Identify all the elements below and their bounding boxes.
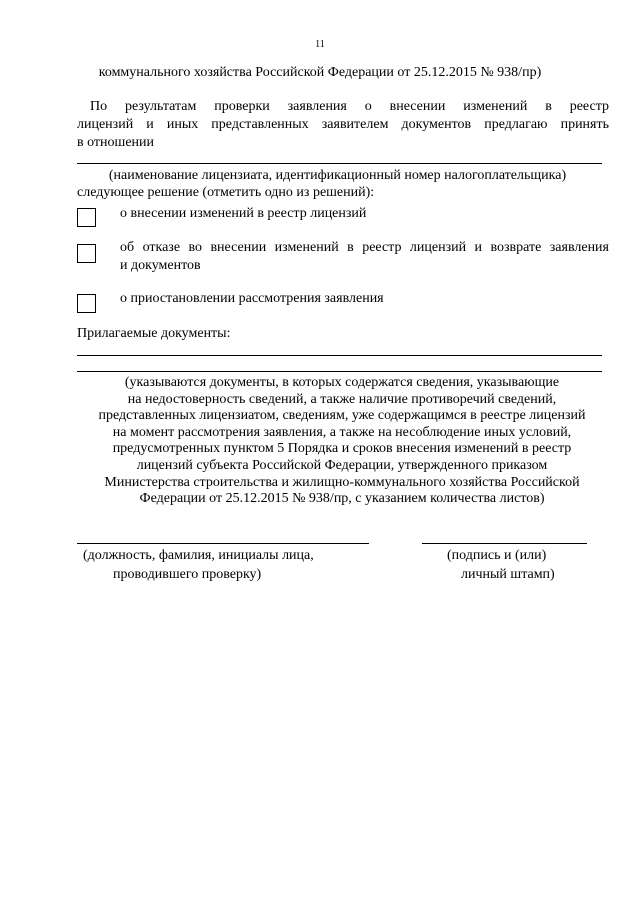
attached-caption-line-1: (указываются документы, в которых содержатся сведения, указывающие <box>124 375 560 390</box>
signature-caption-line-2: личный штамп) <box>461 567 555 582</box>
attached-caption-line-2: на недостоверность сведений, а также наличие противоречий сведений, <box>127 391 557 407</box>
official-caption-line-2: проводившего проверку) <box>113 567 262 582</box>
attached-caption <box>72 375 612 508</box>
attached-caption-line-6: лицензий субъекта Российской Федерации, утвержденного приказом <box>136 457 548 473</box>
intro-line-1: По результатам проверки заявления о внесении изменений в реестр <box>90 99 609 114</box>
attached-caption-line-8: Федерации от 25.12.2015 № 938/пр, с указанием количества листов) <box>139 491 545 507</box>
official-underline <box>77 543 369 544</box>
option-label-1: о внесении изменений в реестр лицензий <box>120 206 367 221</box>
page-number: 11 <box>315 39 325 50</box>
attached-caption-line-3: представленных лицензиатом, сведениям, уже содержащимся в реестре лицензий <box>98 408 586 424</box>
option-checkbox-1[interactable] <box>77 208 96 227</box>
option-checkbox-2[interactable] <box>77 244 96 263</box>
option-label-2-line-2: и документов <box>120 258 201 273</box>
licensee-underline <box>77 163 602 164</box>
official-caption-line-1: (должность, фамилия, инициалы лица, <box>83 548 314 563</box>
attached-underline-1 <box>77 355 602 356</box>
option-checkbox-3[interactable] <box>77 294 96 313</box>
attached-caption-line-5: предусмотренных пунктом 5 Порядка и сроков внесения изменений в реестр <box>112 441 572 457</box>
attached-caption-line-7: Министерства строительства и жилищно-коммунального хозяйства Российской <box>104 474 580 490</box>
decision-label: следующее решение (отметить одно из решений): <box>77 185 375 200</box>
attached-label: Прилагаемые документы: <box>77 326 231 341</box>
option-label-2-line-1: об отказе во внесении изменений в реестр лицензий и возврате заявления <box>120 240 609 255</box>
header-line: коммунального хозяйства Российской Федерации от 25.12.2015 № 938/пр) <box>98 65 542 80</box>
attached-caption-line-4: на момент рассмотрения заявления, а также на несоблюдение иных условий, <box>112 424 572 440</box>
licensee-caption: (наименование лицензиата, идентификационный номер налогоплательщика) <box>108 168 567 183</box>
intro-line-2: лицензий и иных представленных заявителем документов предлагаю принять <box>77 117 609 132</box>
option-label-3: о приостановлении рассмотрения заявления <box>120 291 384 306</box>
attached-underline-2 <box>77 371 602 372</box>
signature-underline <box>422 543 587 544</box>
intro-line-3: в отношении <box>77 135 155 150</box>
signature-caption-line-1: (подпись и (или) <box>447 548 547 563</box>
